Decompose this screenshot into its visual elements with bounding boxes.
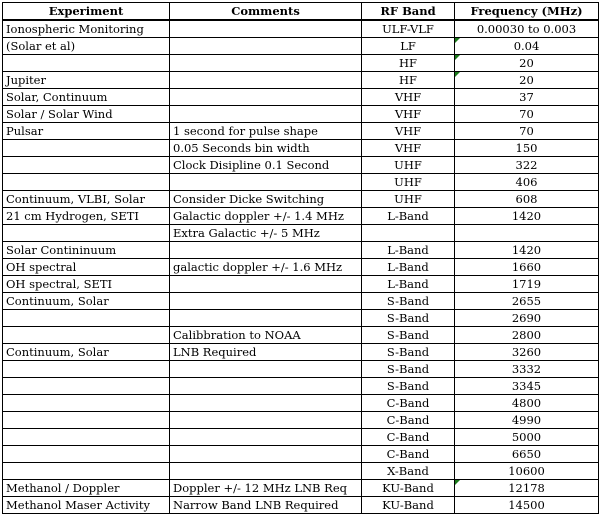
cell-experiment[interactable] xyxy=(3,446,170,463)
header-frequency[interactable]: Frequency (MHz) xyxy=(455,3,599,21)
table-row xyxy=(3,344,599,361)
cell-experiment[interactable] xyxy=(3,140,170,157)
table-row xyxy=(3,361,599,378)
cell-frequency[interactable]: 37 xyxy=(455,89,599,106)
cell-rf-band[interactable] xyxy=(362,225,455,242)
table-row xyxy=(3,276,599,293)
cell-rf-band[interactable]: UHF xyxy=(362,191,455,208)
cell-experiment[interactable] xyxy=(3,55,170,72)
table-row xyxy=(3,378,599,395)
cell-rf-band[interactable]: KU-Band xyxy=(362,480,455,497)
cell-experiment[interactable]: OH spectral xyxy=(3,259,170,276)
cell-experiment[interactable]: Jupiter xyxy=(3,72,170,89)
cell-experiment[interactable] xyxy=(3,174,170,191)
table-row xyxy=(3,20,599,38)
cell-comments[interactable] xyxy=(170,361,362,378)
cell-comments[interactable] xyxy=(170,429,362,446)
cell-comments[interactable]: Doppler +/- 12 MHz LNB Req xyxy=(170,480,362,497)
table-row xyxy=(3,38,599,55)
cell-experiment[interactable] xyxy=(3,412,170,429)
cell-comments[interactable] xyxy=(170,20,362,38)
cell-experiment[interactable]: Methanol / Doppler xyxy=(3,480,170,497)
cell-comments[interactable] xyxy=(170,395,362,412)
cell-experiment[interactable] xyxy=(3,327,170,344)
table-row xyxy=(3,293,599,310)
table-row xyxy=(3,429,599,446)
cell-rf-band[interactable]: X-Band xyxy=(362,463,455,480)
cell-experiment[interactable]: Solar, Continuum xyxy=(3,89,170,106)
header-row xyxy=(3,3,599,21)
cell-comments[interactable] xyxy=(170,106,362,123)
table-row xyxy=(3,463,599,480)
cell-rf-band[interactable]: S-Band xyxy=(362,293,455,310)
cell-rf-band[interactable]: C-Band xyxy=(362,395,455,412)
table-body xyxy=(3,20,599,514)
table-row xyxy=(3,412,599,429)
cell-rf-band[interactable]: KU-Band xyxy=(362,497,455,514)
cell-experiment[interactable]: 21 cm Hydrogen, SETI xyxy=(3,208,170,225)
cell-comments[interactable] xyxy=(170,89,362,106)
cell-rf-band[interactable]: VHF xyxy=(362,123,455,140)
cell-frequency[interactable]: 3345 xyxy=(455,378,599,395)
cell-comments[interactable] xyxy=(170,38,362,55)
cell-experiment[interactable] xyxy=(3,429,170,446)
cell-comments[interactable] xyxy=(170,463,362,480)
cell-frequency[interactable]: 1719 xyxy=(455,276,599,293)
cell-frequency[interactable]: 20 xyxy=(455,55,599,72)
cell-experiment[interactable] xyxy=(3,463,170,480)
cell-frequency[interactable]: 6650 xyxy=(455,446,599,463)
table-row xyxy=(3,327,599,344)
cell-experiment[interactable]: Methanol Maser Activity xyxy=(3,497,170,514)
cell-rf-band[interactable]: VHF xyxy=(362,106,455,123)
cell-experiment[interactable]: Ionospheric Monitoring xyxy=(3,20,170,38)
cell-rf-band[interactable]: S-Band xyxy=(362,361,455,378)
cell-rf-band[interactable]: S-Band xyxy=(362,310,455,327)
table-row xyxy=(3,242,599,259)
cell-comments[interactable]: galactic doppler +/- 1.6 MHz xyxy=(170,259,362,276)
table-row xyxy=(3,89,599,106)
cell-rf-band[interactable]: ULF-VLF xyxy=(362,20,455,38)
cell-frequency[interactable]: 0.00030 to 0.003 xyxy=(455,20,599,38)
table-row xyxy=(3,123,599,140)
cell-frequency[interactable]: 12178 xyxy=(455,480,599,497)
cell-experiment[interactable]: Solar / Solar Wind xyxy=(3,106,170,123)
cell-comments[interactable]: Calibbration to NOAA xyxy=(170,327,362,344)
cell-frequency[interactable]: 70 xyxy=(455,123,599,140)
cell-experiment[interactable] xyxy=(3,225,170,242)
cell-comments[interactable] xyxy=(170,72,362,89)
table-row xyxy=(3,225,599,242)
cell-frequency[interactable]: 3260 xyxy=(455,344,599,361)
cell-rf-band[interactable]: UHF xyxy=(362,174,455,191)
cell-frequency[interactable]: 2800 xyxy=(455,327,599,344)
cell-frequency[interactable]: 5000 xyxy=(455,429,599,446)
cell-frequency[interactable]: 20 xyxy=(455,72,599,89)
cell-comments[interactable] xyxy=(170,310,362,327)
cell-rf-band[interactable]: L-Band xyxy=(362,276,455,293)
cell-frequency[interactable]: 4800 xyxy=(455,395,599,412)
cell-comments[interactable]: LNB Required xyxy=(170,344,362,361)
cell-experiment[interactable]: Continuum, VLBI, Solar xyxy=(3,191,170,208)
cell-comments[interactable] xyxy=(170,412,362,429)
table-row xyxy=(3,446,599,463)
cell-frequency[interactable]: 4990 xyxy=(455,412,599,429)
table-row xyxy=(3,480,599,497)
cell-frequency[interactable]: 1420 xyxy=(455,208,599,225)
cell-frequency[interactable]: 2690 xyxy=(455,310,599,327)
cell-rf-band[interactable]: C-Band xyxy=(362,446,455,463)
cell-rf-band[interactable]: VHF xyxy=(362,140,455,157)
cell-comments[interactable]: Narrow Band LNB Required xyxy=(170,497,362,514)
cell-frequency[interactable]: 1420 xyxy=(455,242,599,259)
cell-rf-band[interactable]: S-Band xyxy=(362,378,455,395)
table-row xyxy=(3,191,599,208)
cell-rf-band[interactable]: S-Band xyxy=(362,327,455,344)
cell-experiment[interactable] xyxy=(3,395,170,412)
cell-experiment[interactable] xyxy=(3,157,170,174)
cell-frequency[interactable]: 14500 xyxy=(455,497,599,514)
table-row xyxy=(3,259,599,276)
cell-frequency[interactable]: 150 xyxy=(455,140,599,157)
cell-comments[interactable] xyxy=(170,276,362,293)
cell-comments[interactable] xyxy=(170,174,362,191)
table-row xyxy=(3,55,599,72)
cell-frequency[interactable]: 406 xyxy=(455,174,599,191)
cell-experiment[interactable]: (Solar et al) xyxy=(3,38,170,55)
cell-rf-band[interactable]: LF xyxy=(362,38,455,55)
cell-rf-band[interactable]: C-Band xyxy=(362,429,455,446)
header-rf-band[interactable]: RF Band xyxy=(362,3,455,21)
cell-frequency[interactable]: 322 xyxy=(455,157,599,174)
cell-comments[interactable]: Clock Disipline 0.1 Second xyxy=(170,157,362,174)
cell-experiment[interactable]: Solar Contininuum xyxy=(3,242,170,259)
cell-comments[interactable] xyxy=(170,446,362,463)
table-row xyxy=(3,106,599,123)
table-row xyxy=(3,174,599,191)
cell-comments[interactable] xyxy=(170,242,362,259)
cell-comments[interactable]: Extra Galactic +/- 5 MHz xyxy=(170,225,362,242)
cell-experiment[interactable] xyxy=(3,361,170,378)
table-row xyxy=(3,395,599,412)
cell-rf-band[interactable]: HF xyxy=(362,72,455,89)
cell-comments[interactable]: 0.05 Seconds bin width xyxy=(170,140,362,157)
cell-experiment[interactable]: Continuum, Solar xyxy=(3,344,170,361)
cell-frequency[interactable]: 70 xyxy=(455,106,599,123)
table-row xyxy=(3,497,599,514)
header-comments[interactable]: Comments xyxy=(170,3,362,21)
cell-rf-band[interactable]: HF xyxy=(362,55,455,72)
cell-rf-band[interactable]: L-Band xyxy=(362,242,455,259)
cell-rf-band[interactable]: L-Band xyxy=(362,208,455,225)
cell-experiment[interactable]: Continuum, Solar xyxy=(3,293,170,310)
cell-frequency[interactable]: 1660 xyxy=(455,259,599,276)
cell-experiment[interactable] xyxy=(3,310,170,327)
cell-rf-band[interactable]: UHF xyxy=(362,157,455,174)
cell-frequency[interactable] xyxy=(455,225,599,242)
cell-rf-band[interactable]: L-Band xyxy=(362,259,455,276)
cell-comments[interactable] xyxy=(170,55,362,72)
cell-frequency[interactable]: 2655 xyxy=(455,293,599,310)
table-row xyxy=(3,208,599,225)
cell-comments[interactable]: 1 second for pulse shape xyxy=(170,123,362,140)
cell-experiment[interactable]: Pulsar xyxy=(3,123,170,140)
cell-comments[interactable] xyxy=(170,293,362,310)
cell-frequency[interactable]: 608 xyxy=(455,191,599,208)
table-row xyxy=(3,310,599,327)
frequency-table xyxy=(2,2,599,514)
cell-rf-band[interactable]: C-Band xyxy=(362,412,455,429)
cell-comments[interactable] xyxy=(170,378,362,395)
table-row xyxy=(3,72,599,89)
cell-frequency[interactable]: 10600 xyxy=(455,463,599,480)
cell-experiment[interactable]: OH spectral, SETI xyxy=(3,276,170,293)
cell-comments[interactable]: Consider Dicke Switching xyxy=(170,191,362,208)
table-row xyxy=(3,140,599,157)
header-experiment[interactable]: Experiment xyxy=(3,3,170,21)
spreadsheet xyxy=(2,2,598,512)
cell-rf-band[interactable]: VHF xyxy=(362,89,455,106)
cell-frequency[interactable]: 3332 xyxy=(455,361,599,378)
cell-rf-band[interactable]: S-Band xyxy=(362,344,455,361)
cell-comments[interactable]: Galactic doppler +/- 1.4 MHz xyxy=(170,208,362,225)
cell-frequency[interactable]: 0.04 xyxy=(455,38,599,55)
table-row xyxy=(3,157,599,174)
cell-experiment[interactable] xyxy=(3,378,170,395)
